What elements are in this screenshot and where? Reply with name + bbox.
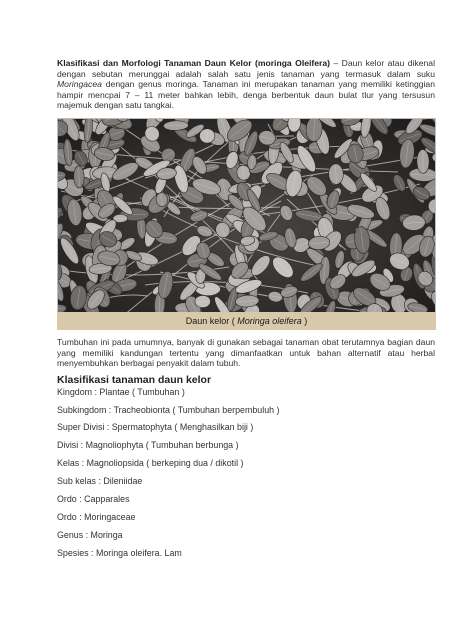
list-item: Ordo : Moringaceae [57,512,136,522]
caption-prefix: Daun kelor ( [185,316,238,326]
moringa-leaves-photo [57,118,436,328]
list-item: Kelas : Magnoliopsida ( berkeping dua / dikotil ) [57,458,244,468]
list-item: Spesies : Moringa oleifera. Lam [57,548,182,558]
list-item: Sub kelas : Dileniidae [57,476,143,486]
list-item: Ordo : Capparales [57,494,130,504]
intro-text-2: dengan genus moringa. Tanaman ini merupakan tanaman yang memiliki ketinggian hampir mencpai 7 – 11 meter bahkan lebih, denga berbentuk daun bulat tlur yang tersusun majemuk dengan satu tangkai. [57,79,435,111]
list-item: Subkingdom : Tracheobionta ( Tumbuhan berpembuluh ) [57,405,280,415]
leaf-photo-drawing [58,119,436,328]
usage-paragraph: Tumbuhan ini pada umumnya, banyak di gunakan sebagai tanaman obat terutamnya bagian daun yang memiliki kandungan tertentu yang dimanfaatkan untuk bahan alternatif atau herbal menyembuhkan berbagai penyakit dalam tubuh. [57,337,435,369]
intro-italic-family: Moringacea [57,79,102,90]
figure-caption [57,315,436,327]
figure-caption-band [57,312,436,330]
caption-species: Moringa oleifera [237,316,302,326]
list-item: Genus : Moringa [57,530,123,540]
intro-paragraph [57,58,435,111]
classification-heading: Klasifikasi tanaman daun kelor [57,374,212,386]
intro-title: Klasifikasi dan Morfologi Tanaman Daun Kelor (moringa Oleifera) [57,58,330,68]
list-item: Divisi : Magnoliophyta ( Tumbuhan berbunga ) [57,440,239,450]
caption-suffix: ) [301,316,308,326]
intro-text-1: – Daun kelor atau dikenal dengan sebutan merunggai adalah salah satu jenis tanaman yang termasuk dalam suku [57,58,435,79]
list-item: Kingdom : Plantae ( Tumbuhan ) [57,387,185,397]
list-item: Super Divisi : Spermatophyta ( Menghasilkan biji ) [57,422,254,432]
